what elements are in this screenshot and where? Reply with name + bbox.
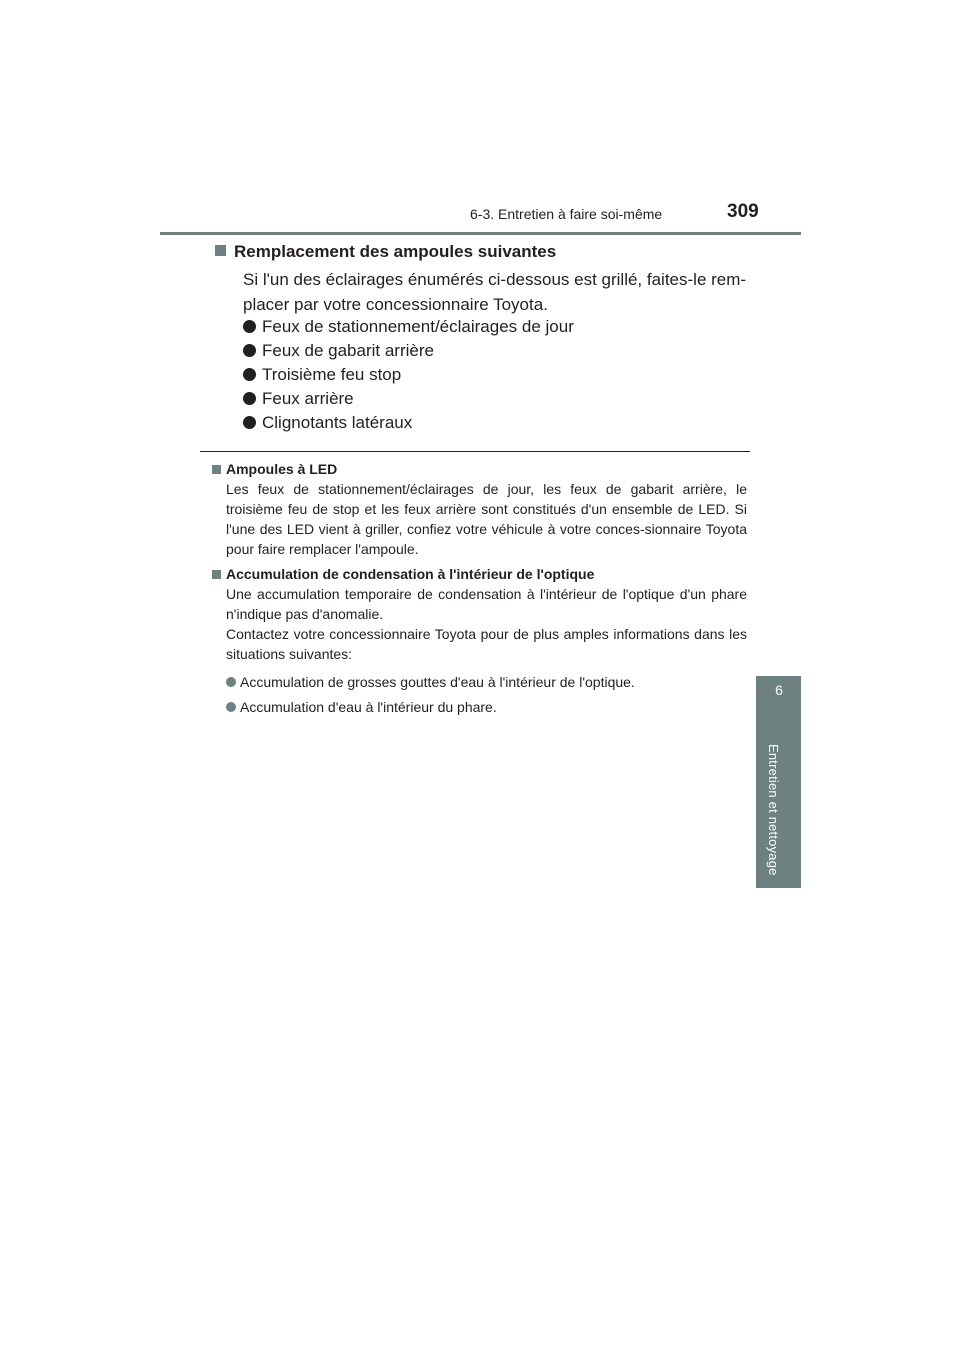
- bullet-icon: [243, 416, 256, 429]
- light-list: [243, 316, 574, 436]
- section-title: 6-3. Entretien à faire soi-même: [470, 206, 663, 222]
- bullet-icon: [243, 320, 256, 333]
- info-condensation-body: [226, 584, 747, 664]
- list-item: Troisième feu stop: [243, 364, 574, 388]
- list-item: Clignotants latéraux: [243, 412, 574, 436]
- page-number: 309: [727, 201, 759, 222]
- list-item: Accumulation d'eau à l'intérieur du phare.: [226, 695, 747, 720]
- info-led: [212, 459, 747, 559]
- list-item: Feux de stationnement/éclairages de jour: [243, 316, 574, 340]
- info-led-title: Ampoules à LED: [212, 459, 747, 479]
- list-item: Feux de gabarit arrière: [243, 340, 574, 364]
- square-bullet-icon: [212, 570, 221, 579]
- bullet-icon: [243, 368, 256, 381]
- condensation-para-1: Une accumulation temporaire de condensation à l'intérieur de l'optique d'un phare n'indique pas d'anomalie.: [226, 586, 747, 622]
- main-heading-text: Remplacement des ampoules suivantes: [234, 242, 557, 261]
- info-condensation-title: Accumulation de condensation à l'intérieur de l'optique: [212, 564, 747, 584]
- condensation-list: [226, 670, 747, 720]
- info-divider: [200, 451, 750, 452]
- condensation-para-2: Contactez votre concessionnaire Toyota pour de plus amples informations dans les situations suivantes:: [226, 626, 747, 662]
- header-divider: [160, 232, 801, 235]
- bullet-icon: [226, 677, 236, 687]
- bullet-icon: [243, 392, 256, 405]
- main-intro: Si l'un des éclairages énumérés ci-dessous est grillé, faites-le rem-placer par votre concessionnaire Toyota.: [243, 270, 747, 314]
- chapter-label: Entretien et nettoyage: [766, 744, 781, 876]
- info-led-body: Les feux de stationnement/éclairages de jour, les feux de gabarit arrière, le troisième feu de stop et les feux arrière sont constitués d'un ensemble de LED. Si l'une des LED vient à griller, confiez votre véhicule à votre conces-sionnaire Toyota pour faire remplacer l'ampoule.: [226, 481, 747, 557]
- square-bullet-icon: [215, 245, 226, 256]
- list-item: Accumulation de grosses gouttes d'eau à l'intérieur de l'optique.: [226, 670, 747, 695]
- main-heading: [215, 242, 556, 262]
- bullet-icon: [226, 702, 236, 712]
- info-condensation: [212, 564, 747, 720]
- chapter-number: 6: [775, 682, 783, 698]
- list-item: Feux arrière: [243, 388, 574, 412]
- bullet-icon: [243, 344, 256, 357]
- square-bullet-icon: [212, 465, 221, 474]
